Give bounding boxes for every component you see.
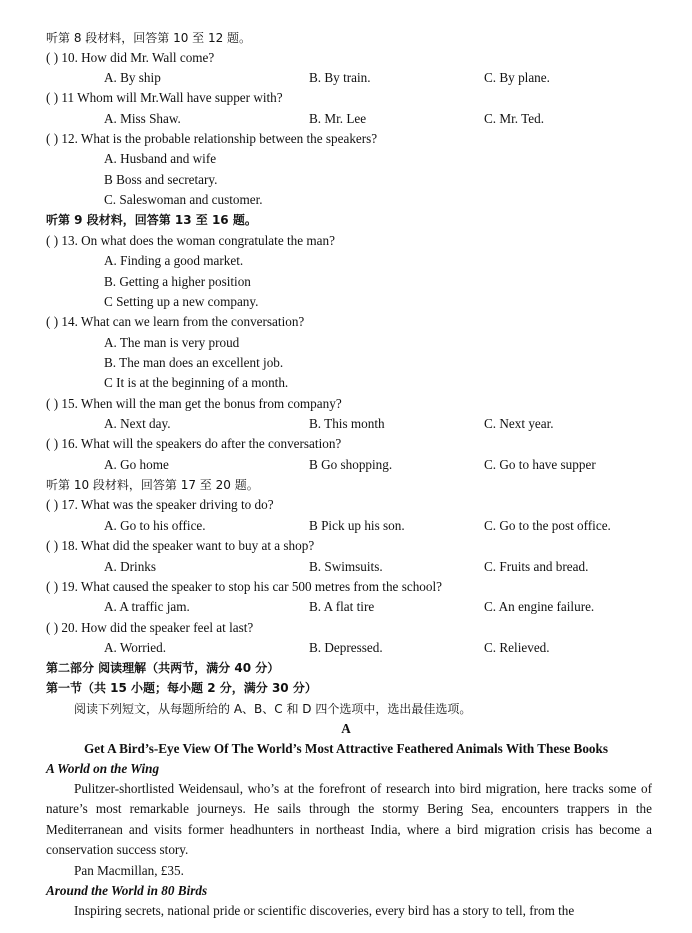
book-1-description: Pulitzer-shortlisted Weidensaul, who’s at the forefront of research into bird migration, here tracks some of nature’s most remarkable journeys. He sails through the stormy Bering Sea, encounters trappers in the Mediterranean and visits former headhunters in northeast India, where a bird migration crisis has become a conservation success story. xyxy=(46,781,652,858)
question-13-option-b: B. Getting a higher position xyxy=(104,274,251,289)
question-11-option-b: B. Mr. Lee xyxy=(309,111,367,126)
question-11-stem: ( ) 11 Whom will Mr.Wall have supper with? xyxy=(46,90,283,105)
question-13-option-c: C Setting up a new company. xyxy=(104,294,259,309)
question-15-stem: ( ) 15. When will the man get the bonus from company? xyxy=(46,396,342,411)
book-2-description: Inspiring secrets, national pride or scientific discoveries, every bird has a story to tell, from the xyxy=(74,903,575,918)
question-12-option-c: C. Saleswoman and customer. xyxy=(104,192,263,207)
question-10-option-a: A. By ship xyxy=(104,70,161,85)
question-17-option-b: B Pick up his son. xyxy=(309,518,405,533)
question-18-stem: ( ) 18. What did the speaker want to buy at a shop? xyxy=(46,538,315,553)
question-20-stem: ( ) 20. How did the speaker feel at last? xyxy=(46,620,254,635)
passage-title: Get A Bird’s-Eye View Of The World’s Most Attractive Feathered Animals With These Books xyxy=(84,741,608,756)
question-13-option-a: A. Finding a good market. xyxy=(104,253,244,268)
question-12-option-b: B Boss and secretary. xyxy=(104,172,218,187)
question-13-stem: ( ) 13. On what does the woman congratulate the man? xyxy=(46,233,335,248)
question-19-stem: ( ) 19. What caused the speaker to stop his car 500 metres from the school? xyxy=(46,579,442,594)
question-16-option-c: C. Go to have supper xyxy=(484,457,596,472)
question-10-option-c: C. By plane. xyxy=(484,70,550,85)
part-2-heading: 第二部分 阅读理解（共两节，满分 40 分） xyxy=(46,661,280,675)
question-19-option-b: B. A flat tire xyxy=(309,599,375,614)
question-17-stem: ( ) 17. What was the speaker driving to do? xyxy=(46,497,274,512)
passage-letter: A xyxy=(341,721,351,736)
section-8-heading: 听第 8 段材料，回答第 10 至 12 题。 xyxy=(46,31,252,45)
section-10-heading: 听第 10 段材料，回答第 17 至 20 题。 xyxy=(46,478,259,492)
question-20-option-b: B. Depressed. xyxy=(309,640,383,655)
book-2-title: Around the World in 80 Birds xyxy=(46,883,208,898)
question-20-option-c: C. Relieved. xyxy=(484,640,550,655)
question-11-option-a: A. Miss Shaw. xyxy=(104,111,181,126)
question-18-option-a: A. Drinks xyxy=(104,559,157,574)
question-15-option-b: B. This month xyxy=(309,416,385,431)
question-15-option-a: A. Next day. xyxy=(104,416,171,431)
reading-instruction: 阅读下列短文，从每题所给的 A、B、C 和 D 四个选项中，选出最佳选项。 xyxy=(74,702,472,716)
book-1-title: A World on the Wing xyxy=(46,761,160,776)
section-1-heading: 第一节（共 15 小题；每小题 2 分，满分 30 分） xyxy=(46,681,317,695)
question-14-option-b: B. The man does an excellent job. xyxy=(104,355,284,370)
question-14-stem: ( ) 14. What can we learn from the conversation? xyxy=(46,314,305,329)
question-17-option-c: C. Go to the post office. xyxy=(484,518,611,533)
question-10-option-b: B. By train. xyxy=(309,70,371,85)
question-19-option-a: A. A traffic jam. xyxy=(104,599,190,614)
question-20-option-a: A. Worried. xyxy=(104,640,167,655)
book-1-price: Pan Macmillan, £35. xyxy=(74,863,184,878)
question-11-option-c: C. Mr. Ted. xyxy=(484,111,545,126)
question-15-option-c: C. Next year. xyxy=(484,416,554,431)
question-16-stem: ( ) 16. What will the speakers do after the conversation? xyxy=(46,436,342,451)
question-16-option-b: B Go shopping. xyxy=(309,457,393,472)
question-17-option-a: A. Go to his office. xyxy=(104,518,206,533)
question-14-option-c: C It is at the beginning of a month. xyxy=(104,375,289,390)
question-10-stem: ( ) 10. How did Mr. Wall come? xyxy=(46,50,215,65)
question-14-option-a: A. The man is very proud xyxy=(104,335,240,350)
question-12-stem: ( ) 12. What is the probable relationship between the speakers? xyxy=(46,131,378,146)
section-9-heading: 听第 9 段材料，回答第 13 至 16 题。 xyxy=(46,213,257,227)
question-18-option-b: B. Swimsuits. xyxy=(309,559,383,574)
question-18-option-c: C. Fruits and bread. xyxy=(484,559,589,574)
question-19-option-c: C. An engine failure. xyxy=(484,599,595,614)
question-12-option-a: A. Husband and wife xyxy=(104,151,217,166)
question-16-option-a: A. Go home xyxy=(104,457,169,472)
